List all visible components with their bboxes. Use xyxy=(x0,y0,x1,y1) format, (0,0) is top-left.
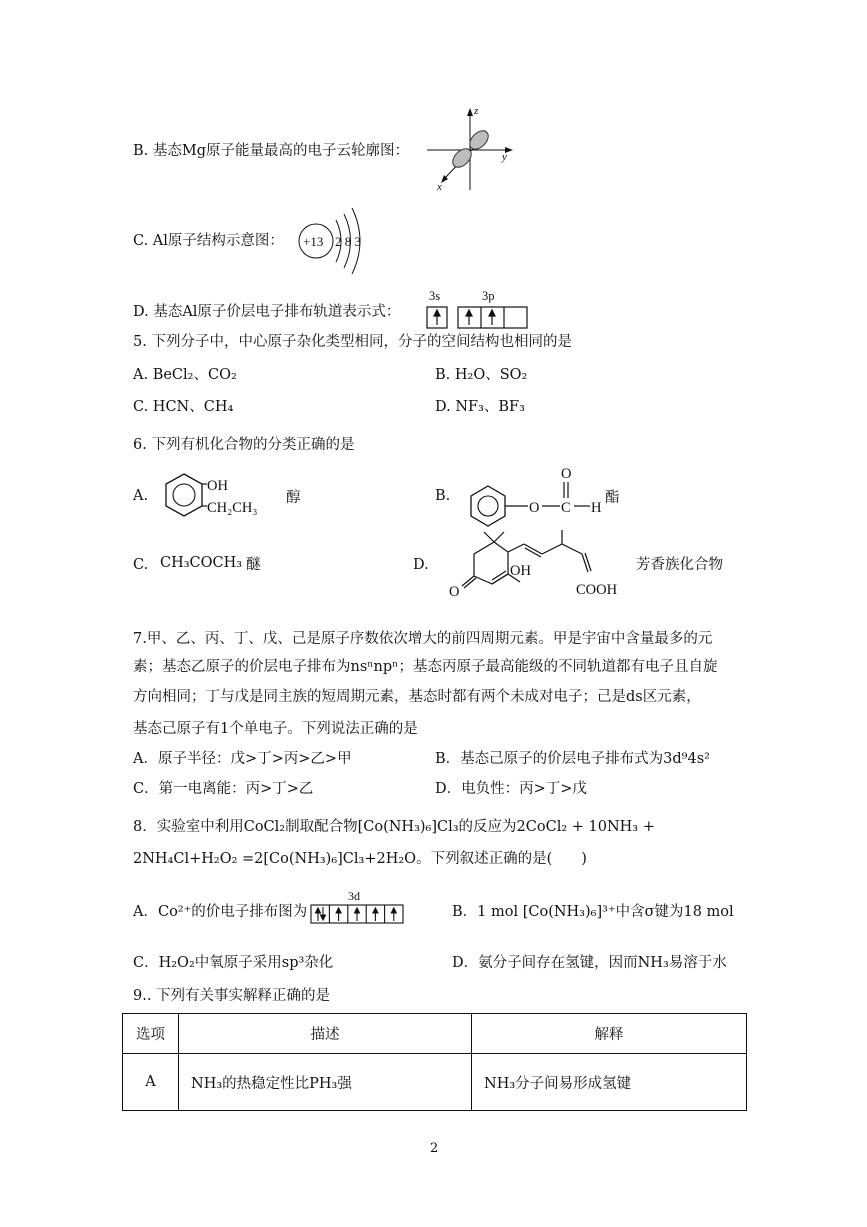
q7-option-a: A．原子半径：戊>丁>丙>乙>甲 xyxy=(133,751,352,767)
table-cell: NH₃的热稳定性比PH₃强 xyxy=(179,1054,472,1111)
q6-a-class: 醇 xyxy=(286,490,301,506)
q6-option-b-label: B. xyxy=(435,488,451,504)
table-cell: NH₃分子间易形成氢键 xyxy=(472,1054,747,1111)
q7-line-1: 7.甲、乙、丙、丁、戊、己是原子序数依次增大的前四周期元素。甲是宇宙中含量最多的元 xyxy=(133,631,713,647)
al-orbital-diagram xyxy=(424,288,534,332)
q8-line-1: 8．实验室中利用CoCl₂制取配合物[Co(NH₃)₆]Cl₃的反应为2CoCl₂ + 10NH₃ + xyxy=(133,819,655,835)
q7-line-2: 素；基态乙原子的价层电子排布为nsⁿnpⁿ；基态丙原子最高能级的不同轨道都有电子且自旋 xyxy=(133,659,718,675)
q6-option-d-label: D. xyxy=(413,557,429,573)
q8-option-b: B．1 mol [Co(NH₃)₆]³⁺中含σ键为18 mol xyxy=(452,904,734,920)
q6-b-carbonyl-o: O xyxy=(561,466,572,482)
q6-b-h: H xyxy=(591,500,602,516)
z-axis-label: z xyxy=(474,105,479,117)
table-header-cell: 选项 xyxy=(123,1014,179,1054)
q6-a-oh: OH xyxy=(207,478,228,494)
table-header-row xyxy=(123,1014,747,1054)
q6-b-structure xyxy=(464,462,634,528)
q5-option-c: C. HCN、CH₄ xyxy=(133,399,234,415)
q7-line-3: 方向相同；丁与戊是同主族的短周期元素，基态时都有两个未成对电子；己是ds区元素， xyxy=(133,689,701,705)
x-axis-label: x xyxy=(437,181,442,193)
q8-option-a: A．Co²⁺的价电子排布图为 xyxy=(133,904,308,920)
q6-option-a-label: A. xyxy=(133,488,149,504)
mg-orbital-diagram xyxy=(425,104,515,194)
q6-d-class: 芳香族化合物 xyxy=(636,557,723,573)
q6-a-structure xyxy=(160,470,310,526)
al-atom-structure xyxy=(296,206,376,278)
q7-option-d: D．电负性：丙>丁>戊 xyxy=(435,781,587,797)
q7-option-b: B．基态己原子的价层电子排布式为3d⁹4s² xyxy=(435,751,710,767)
co-3d-orbital-diagram xyxy=(308,888,408,928)
y-axis-label: y xyxy=(502,151,507,163)
q8-option-c: C．H₂O₂中氧原子采用sp³杂化 xyxy=(133,955,334,971)
q6-b-class: 酯 xyxy=(605,490,620,506)
q9-stem: 9.. 下列有关事实解释正确的是 xyxy=(133,988,331,1004)
q6-c-formula: CH₃COCH₃ xyxy=(160,555,243,571)
q7-line-4: 基态己原子有1个单电子。下列说法正确的是 xyxy=(133,721,418,737)
table-header-cell: 解释 xyxy=(472,1014,747,1054)
q8-line-2: 2NH₄Cl+H₂O₂ =2[Co(NH₃)₆]Cl₃+2H₂O。下列叙述正确的是( ) xyxy=(133,851,587,867)
orbital-3s-label: 3s xyxy=(429,289,441,303)
q6-c-class: 醚 xyxy=(246,557,261,573)
q5-option-a: A. BeCl₂、CO₂ xyxy=(133,367,237,383)
q6-a-ethyl: CH₂CH₃ xyxy=(207,500,258,516)
orbital-3p-label: 3p xyxy=(482,289,495,303)
q7-option-c: C．第一电离能：丙>丁>乙 xyxy=(133,781,314,797)
q4-option-c: C. Al原子结构示意图： xyxy=(133,233,284,249)
table-cell: A xyxy=(123,1054,179,1111)
q6-option-c-label: C. xyxy=(133,557,149,573)
q5-stem: 5. 下列分子中，中心原子杂化类型相同，分子的空间结构也相同的是 xyxy=(133,334,572,350)
al-shell-electrons: 2 8 3 xyxy=(335,234,361,249)
page-number: 2 xyxy=(430,1141,439,1156)
q6-stem: 6. 下列有机化合物的分类正确的是 xyxy=(133,437,355,453)
q6-b-carbon: C xyxy=(561,500,571,516)
q8-option-d: D．氨分子间存在氢键，因而NH₃易溶于水 xyxy=(452,955,727,971)
orbital-3d-label: 3d xyxy=(348,889,360,903)
table-header-cell: 描述 xyxy=(179,1014,472,1054)
q5-option-b: B. H₂O、SO₂ xyxy=(435,367,528,383)
q6-d-cooh: COOH xyxy=(576,582,618,598)
table-row xyxy=(123,1054,747,1111)
q6-d-structure xyxy=(446,528,646,604)
q4-option-d: D. 基态Al原子价层电子排布轨道表示式： xyxy=(133,304,401,320)
q9-table xyxy=(122,1013,747,1111)
q4-option-b: B. 基态Mg原子能量最高的电子云轮廓图： xyxy=(133,143,410,159)
al-nucleus-charge: +13 xyxy=(303,234,324,249)
q6-b-ether-o: O xyxy=(529,500,540,516)
q5-option-d: D. NF₃、BF₃ xyxy=(435,399,525,415)
q6-d-oh: OH xyxy=(510,563,531,579)
q6-d-ketone-o: O xyxy=(449,584,460,600)
